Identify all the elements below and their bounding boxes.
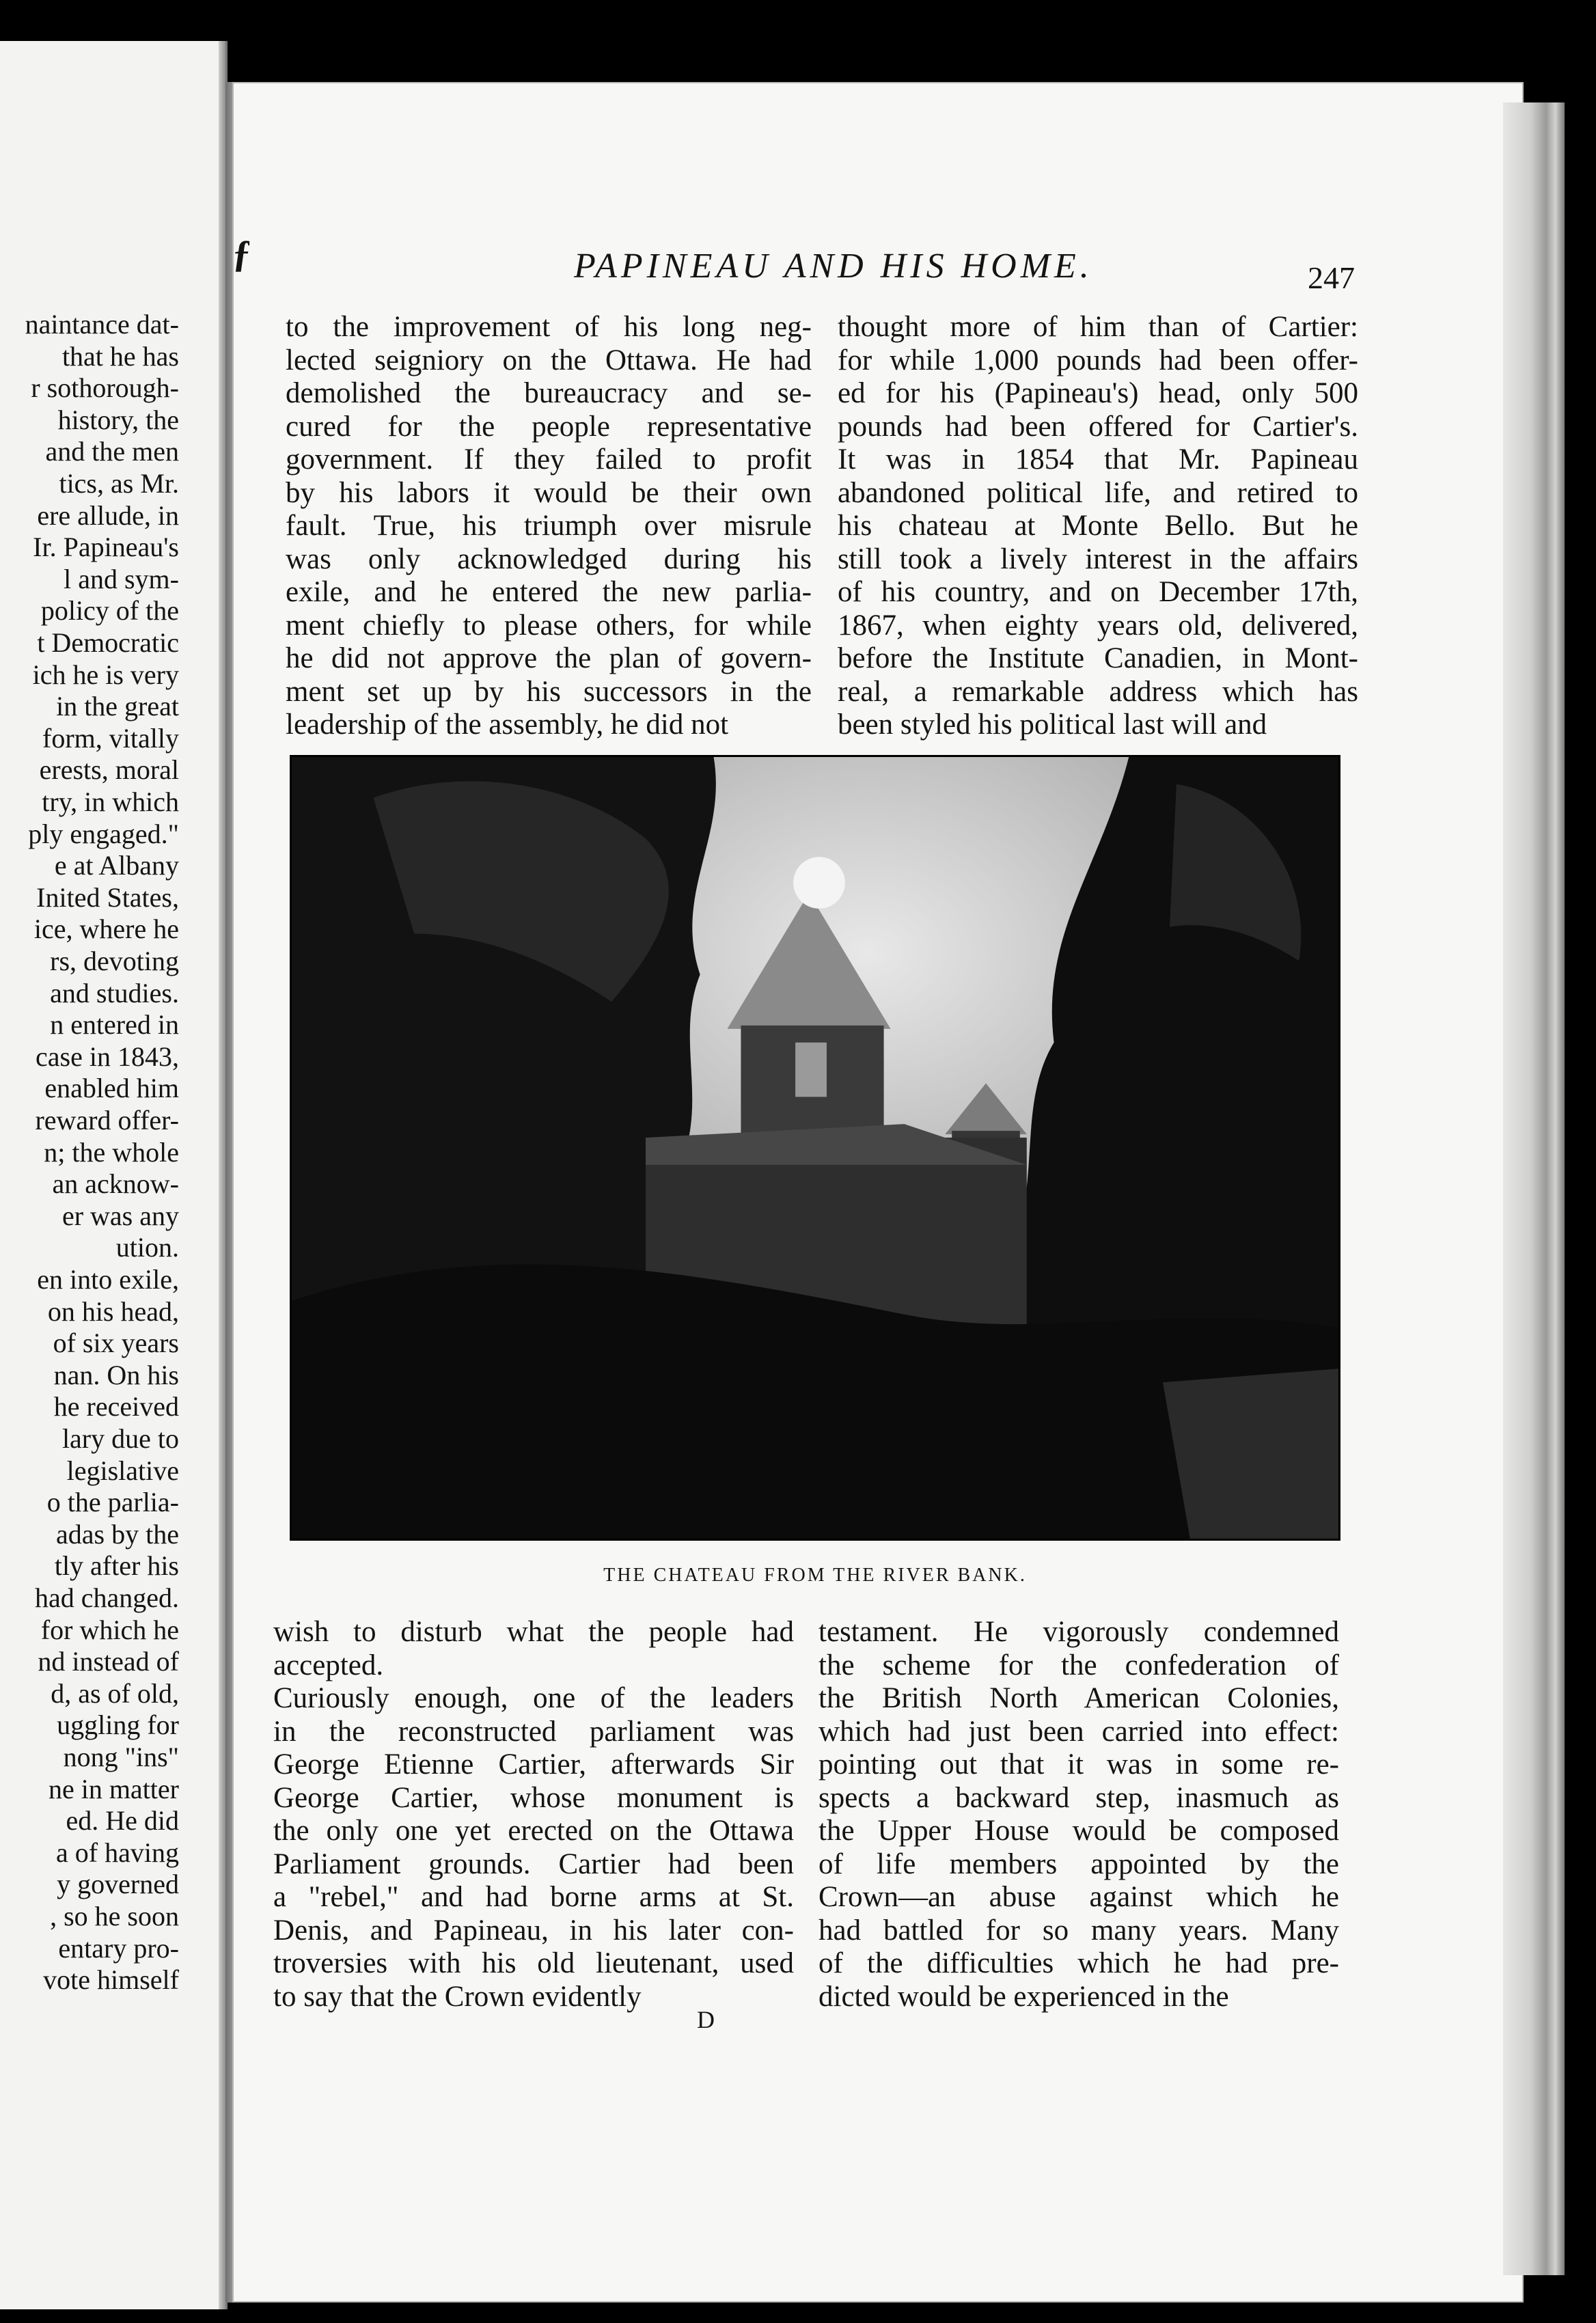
left-page-line: ution. [115,1232,179,1263]
left-page-line: and studies. [50,977,179,1008]
left-page-line: policy of the [40,595,179,627]
left-page-line: o the parlia- [46,1487,179,1518]
text-line: of the difficulties which he had pre- [818,1947,1339,1979]
left-page-line: on his head, [47,1295,179,1327]
text-line: It was in 1854 that Mr. Papineau [838,443,1358,476]
text-line: which had just been carried into effect: [818,1715,1339,1748]
left-page-line: nd instead of [38,1646,179,1677]
left-page-line: reward offer- [35,1105,179,1136]
text-line: Denis, and Papineau, in his later con- [273,1914,794,1947]
text-line: leadership of the assembly, he did not [286,709,729,741]
text-line: cured for the people representative [286,410,812,443]
left-page-line: a of having [56,1837,179,1868]
text-line: spects a backward step, inasmuch as [818,1781,1339,1814]
text-line: Crown—an abuse against which he [818,1881,1339,1913]
left-page-line: ply engaged." [28,818,179,849]
text-line: in the reconstructed parliament was [273,1715,794,1748]
left-page-line: er was any [61,1200,179,1231]
text-line: his chateau at Monte Bello. But he [838,510,1358,542]
text-line: for while 1,000 pounds had been offer- [838,344,1358,376]
text-line: the scheme for the confederation of [818,1649,1339,1681]
left-page-line: erests, moral [39,754,179,786]
text-line: still took a lively interest in the affairs [838,542,1358,575]
text-line: Parliament grounds. Cartier had been [273,1847,794,1880]
text-line: abandoned political life, and retired to [838,476,1358,509]
left-page-line: tics, as Mr. [59,468,179,499]
left-page-line: of six years [53,1328,179,1359]
text-line: ment chiefly to please others, for while [286,609,812,642]
left-page-line: Inited States, [36,881,179,913]
chateau-photograph [290,755,1340,1541]
left-page-edge [219,41,225,2309]
left-page-line: l and sym- [64,563,179,594]
left-page-line: ne in matter [48,1773,179,1804]
text-line: by his labors it would be their own [286,476,812,509]
text-line: the Upper House would be composed [818,1815,1339,1847]
left-facing-page [0,41,228,2309]
left-page-line: rs, devoting [50,946,179,976]
text-line: the only one yet erected on the Ottawa [273,1815,794,1847]
left-page-line: t Democratic [37,627,179,658]
text-line: been styled his political last will and [838,709,1267,741]
left-page-line: nan. On his [53,1359,179,1390]
left-page-line: an acknow- [52,1168,179,1200]
text-line: he did not approve the plan of govern- [286,642,812,674]
photo-caption: THE CHATEAU FROM THE RIVER BANK. [603,1565,1027,1586]
text-line: troversies with his old lieutenant, used [273,1947,794,1979]
left-page-line: y governed [57,1869,179,1900]
left-page-line: r sothorough- [31,372,179,404]
left-page-line: adas by the [56,1518,179,1550]
text-line: exile, and he entered the new parlia- [286,576,812,608]
text-line: to the improvement of his long neg- [286,311,812,343]
left-page-line: ice, where he [33,913,179,945]
text-line: George Etienne Cartier, afterwards Sir [273,1748,794,1781]
left-page-line: enabled him [44,1073,179,1104]
text-line: testament. He vigorously condemned [818,1616,1339,1648]
signature-mark: D [697,2006,715,2033]
left-page-line: lary due to [61,1423,179,1454]
left-page-line: case in 1843, [36,1041,179,1072]
left-page-line: , so he soon [50,1901,179,1932]
text-line: was only acknowledged during his [286,542,812,575]
left-page-line: tly after his [54,1550,179,1582]
left-page-line: for which he [40,1614,179,1645]
left-page-line: entary pro- [58,1932,179,1964]
text-line: had battled for so many years. Many [818,1914,1339,1947]
left-page-line: en into exile, [37,1264,179,1295]
text-line: to say that the Crown evidently [273,1980,642,2013]
left-page-line: nong "ins" [63,1742,179,1772]
text-line: real, a remarkable address which has [838,675,1358,708]
left-page-line: form, vitally [42,722,179,754]
left-page-line: he received [53,1391,179,1422]
left-page-line: vote himself [43,1964,179,1996]
text-line: accepted. [273,1649,384,1681]
left-page-line: in the great [56,691,179,722]
left-page-line: history, the [57,404,179,435]
text-line: Curiously enough, one of the leaders [273,1682,794,1714]
text-line: pointing out that it was in some re- [818,1748,1339,1781]
text-line: ment set up by his successors in the [286,675,812,708]
left-page-line: had changed. [34,1582,179,1613]
left-page-line: d, as of old, [51,1677,179,1709]
text-line: George Cartier, whose monument is [273,1781,794,1814]
text-line: the British North American Colonies, [818,1682,1339,1714]
text-line: dicted would be experienced in the [818,1980,1229,2013]
left-page-line: n entered in [50,1009,179,1041]
text-line: pounds had been offered for Cartier's. [838,410,1358,443]
page-edge-stack [1503,102,1565,2275]
text-line: wish to disturb what the people had [273,1616,794,1648]
text-line: fault. True, his triumph over misrule [286,510,812,542]
left-page-line: Ir. Papineau's [33,532,179,563]
text-line: before the Institute Canadien, in Mont- [838,642,1358,674]
text-line: demolished the bureaucracy and se- [286,377,812,409]
left-page-line: naintance dat- [25,309,179,340]
text-line: of life members appointed by the [818,1847,1339,1880]
text-line: of his country, and on December 17th, [838,576,1358,608]
left-page-line: ed. He did [66,1805,179,1837]
left-page-line: and the men [45,436,179,467]
page-number: 247 [1308,260,1355,295]
text-line: thought more of him than of Cartier: [838,311,1358,343]
text-line: government. If they failed to profit [286,443,812,476]
chateau-photo-drawing [292,757,1338,1539]
left-page-line: ich he is very [32,659,179,690]
left-page-line: that he has [61,340,179,372]
text-line: lected seigniory on the Ottawa. He had [286,344,812,376]
left-page-line: ere allude, in [37,499,179,531]
running-head: PAPINEAU AND HIS HOME. [574,247,1093,286]
text-line: ed for his (Papineau's) head, only 500 [838,377,1358,409]
text-line: a "rebel," and had borne arms at St. [273,1881,794,1913]
text-line: 1867, when eighty years old, delivered, [838,609,1358,642]
left-page-line: legislative [66,1455,179,1486]
left-page-line: uggling for [57,1709,179,1741]
left-page-line: n; the whole [44,1136,179,1168]
left-page-line: e at Albany [54,850,179,881]
left-page-line: try, in which [42,786,179,817]
margin-mark: ƒ [232,233,251,275]
